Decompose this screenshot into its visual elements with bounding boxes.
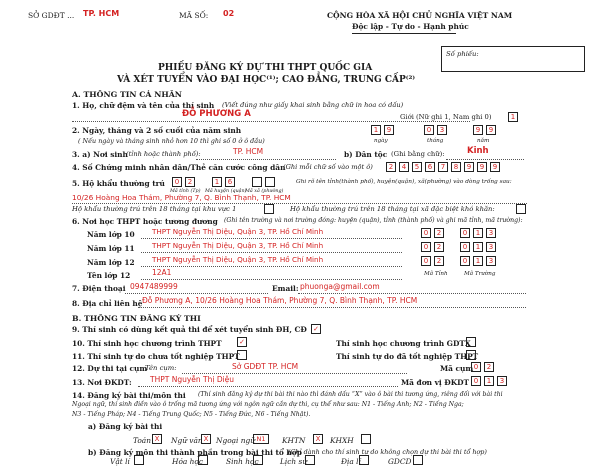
school-code-digit[interactable]: 0 xyxy=(460,228,470,238)
id-digit[interactable]: 9 xyxy=(464,162,474,172)
q3-label: 3. a) Nơi sinh xyxy=(72,150,128,159)
motto-underline xyxy=(352,33,456,34)
q1-line xyxy=(72,121,470,122)
q3b-line xyxy=(446,159,524,160)
section-b-heading: B. THÔNG TIN ĐĂNG KÝ THI xyxy=(72,314,201,323)
birthplace-field[interactable]: TP. HCM xyxy=(233,147,264,156)
dob-digit[interactable]: 9 xyxy=(384,125,394,135)
residence-code-digit[interactable] xyxy=(252,177,262,187)
exam-label: Ngữ văn xyxy=(171,436,203,445)
dob-month-label: tháng xyxy=(427,138,444,144)
dob-digit[interactable]: 0 xyxy=(424,125,434,135)
phone-field[interactable]: 0947489999 xyxy=(130,282,178,291)
code-label-truong: Mã Trường xyxy=(464,271,496,277)
subject-checkbox-physics[interactable] xyxy=(134,455,144,465)
q3-line xyxy=(196,159,336,160)
id-digit[interactable]: 8 xyxy=(451,162,461,172)
school-code-digit[interactable]: 2 xyxy=(434,256,444,266)
q10-label: 10. Thí sinh học chương trình THPT xyxy=(72,339,222,348)
dob-digit[interactable]: 3 xyxy=(437,125,447,135)
ma-so-value: 02 xyxy=(223,9,235,18)
id-digit[interactable]: 5 xyxy=(412,162,422,172)
q5-note2: Hộ khẩu thường trú trên 18 tháng tại xã đặc biệt khó khăn: xyxy=(290,205,495,213)
q14-label: 14. Đăng ký bài thi/môn thi xyxy=(72,391,186,400)
subject-label: Địa lí xyxy=(341,457,361,466)
q6-label: 6. Nơi học THPT hoặc tương đương xyxy=(72,217,218,226)
exam-cluster-field[interactable]: Sở GDĐT TP. HCM xyxy=(232,362,299,371)
unit-code-digit[interactable]: 1 xyxy=(484,376,494,386)
school-code-digit[interactable]: 1 xyxy=(473,242,483,252)
school-code-digit[interactable]: 2 xyxy=(434,242,444,252)
q12-code-label: Mã cụm xyxy=(440,364,474,373)
exam-label: KHTN xyxy=(282,436,306,445)
ma-so-label: MÃ SỐ: xyxy=(179,11,209,20)
dob-year-label: năm xyxy=(477,138,490,144)
q3-hint: (tỉnh hoặc thành phố): xyxy=(126,150,201,158)
subject-checkbox-biology[interactable] xyxy=(253,455,263,465)
q14-hint: (Thí sinh đăng ký dự thi bài thi nào thì đánh dấu “X” vào ô bài thi tương ứng, riêng đối với bài thi xyxy=(198,391,503,398)
school-code-digit[interactable]: 3 xyxy=(486,256,496,266)
email-line xyxy=(298,293,526,294)
unit-code-digit[interactable]: 3 xyxy=(497,376,507,386)
dob-digit[interactable]: 9 xyxy=(473,125,483,135)
special-area-checkbox[interactable] xyxy=(516,204,526,214)
school-name-field[interactable]: THPT Nguyễn Thị Diệu, Quận 3, TP. Hồ Chí Minh xyxy=(152,255,324,264)
residence-code-digit[interactable]: 0 xyxy=(172,177,182,187)
q11b-label: Thí sinh tự do đã tốt nghiệp THPT xyxy=(336,352,479,361)
school-name-field[interactable]: THPT Nguyễn Thị Diệu, Quận 3, TP. Hồ Chí Minh xyxy=(152,227,324,236)
school-code-digit[interactable]: 1 xyxy=(473,228,483,238)
school-code-digit[interactable]: 2 xyxy=(434,228,444,238)
cluster-code-digit[interactable]: 0 xyxy=(471,362,481,372)
subject-label: Sinh học xyxy=(226,457,259,466)
school-code-digit[interactable]: 1 xyxy=(473,256,483,266)
school-line xyxy=(141,252,402,253)
dob-digit[interactable]: 1 xyxy=(371,125,381,135)
so-gddt-label: SỞ GDĐT ... xyxy=(28,11,75,20)
q12-line xyxy=(182,373,407,374)
exam-checkbox-literature[interactable]: X xyxy=(201,434,211,444)
gender-label: Giới (Nữ ghi 1, Nam ghi 0) xyxy=(400,113,492,121)
q14b-hint: (Chỉ dành cho thí sinh tự do không chọn dự thi bài thi tổ hợp) xyxy=(288,448,487,456)
id-digit[interactable]: 4 xyxy=(399,162,409,172)
subject-checkbox-geography[interactable] xyxy=(359,455,369,465)
school-code-digit[interactable]: 3 xyxy=(486,228,496,238)
q2-hint: ( Nếu ngày và tháng sinh nhỏ hơn 10 thì ghi số 0 ở ô đầu) xyxy=(78,137,265,145)
school-code-digit[interactable]: 3 xyxy=(486,242,496,252)
q11b-checkbox[interactable] xyxy=(466,350,476,360)
exam-checkbox-language[interactable]: N1 xyxy=(253,434,269,444)
school-code-digit[interactable]: 0 xyxy=(421,228,431,238)
q14b-label: b) Đăng ký môn thi thành phần trong bài thi tổ hợp xyxy=(88,448,302,457)
dob-day-label: ngày xyxy=(374,138,388,144)
gender-box[interactable]: 1 xyxy=(508,112,518,122)
id-digit[interactable]: 9 xyxy=(477,162,487,172)
residence-address-field[interactable]: 10/26 Hoàng Hoa Thám, Phường 7, Q. Bình Thạnh, TP. HCM xyxy=(72,193,291,202)
class-label: Tên lớp 12 xyxy=(87,271,131,280)
form-title-line1: PHIẾU ĐĂNG KÝ DỰ THI THPT QUỐC GIA xyxy=(158,63,373,73)
subject-label: Vật lí xyxy=(110,457,130,466)
id-digit[interactable]: 7 xyxy=(438,162,448,172)
q7-label: 7. Điện thoại xyxy=(72,284,126,293)
q1-label: 1. Họ, chữ đệm và tên của thí sinh xyxy=(72,101,215,110)
q5-sub-tinh: Mã tỉnh (Tp) xyxy=(170,189,201,194)
q14-hint-line3: N3 - Tiếng Pháp; N4 - Tiếng Trung Quốc; N5 - Tiếng Đức, N6 - Tiếng Nhật). xyxy=(72,411,311,418)
q2-label: 2. Ngày, tháng và 2 số cuối của năm sinh xyxy=(72,126,242,135)
exam-checkbox-natural-science[interactable]: X xyxy=(313,434,323,444)
subject-label: Lịch sử xyxy=(280,457,308,466)
phone-line xyxy=(125,293,268,294)
exam-label: KHXH xyxy=(330,436,354,445)
class-line xyxy=(141,279,402,280)
ethnicity-field[interactable]: Kinh xyxy=(467,146,489,156)
q5-hint: Ghi rõ tên tỉnh(thành phố), huyện(quận), xã(phường) vào dòng trống sau: xyxy=(296,179,512,185)
exam-checkbox-math[interactable]: X xyxy=(152,434,162,444)
subject-checkbox-chemistry[interactable] xyxy=(198,455,208,465)
q5-sub-xa: Mã xã (phường) xyxy=(245,189,284,194)
id-digit[interactable]: 6 xyxy=(425,162,435,172)
q14a-label: a) Đăng ký bài thi xyxy=(88,422,163,431)
unit-code-digit[interactable]: 0 xyxy=(471,376,481,386)
q5-sub-huyen: Mã huyện (quận) xyxy=(205,189,247,194)
q12-hint: Tên cụm: xyxy=(145,364,177,372)
class-field[interactable]: 12A1 xyxy=(152,268,172,277)
so-phieu-label: Số phiếu: xyxy=(446,50,479,58)
q10b-checkbox[interactable] xyxy=(466,337,476,347)
q11-checkbox[interactable] xyxy=(237,350,247,360)
residence-code-digit[interactable]: 2 xyxy=(185,177,195,187)
q6-hint: (Ghi tên trường và nơi trường đóng: huyện (quận), tỉnh (thành phố) và ghi mã tỉnh, mã trường): xyxy=(224,217,523,224)
q1-hint: (Viết đúng như giấy khai sinh bằng chữ in hoa có dấu) xyxy=(222,101,404,109)
school-line xyxy=(141,266,402,267)
so-gddt-value: TP. HCM xyxy=(83,9,120,18)
registration-place-field[interactable]: THPT Nguyễn Thị Diệu xyxy=(150,375,235,384)
contact-address-field[interactable]: Đỗ Phương A, 10/26 Hoàng Hoa Thám, Phường 7, Q. Bình Thạnh, TP. HCM xyxy=(142,296,418,305)
subject-label: GDCD xyxy=(388,457,412,466)
cluster-code-digit[interactable]: 2 xyxy=(484,362,494,372)
email-field[interactable]: phuonga@gmail.com xyxy=(300,282,380,291)
q8-label: 8. Địa chỉ liên hệ xyxy=(72,299,143,308)
residence-code-digit[interactable]: 1 xyxy=(212,177,222,187)
q4-label: 4. Số Chứng minh nhân dân/Thẻ căn cước công dân xyxy=(72,163,286,172)
q13-label: 13. Nơi ĐKDT: xyxy=(72,378,132,387)
q5-line xyxy=(72,203,527,204)
exam-label: Toán xyxy=(133,436,151,445)
country-name: CỘNG HÒA XÃ HỘI CHỦ NGHĨA VIỆT NAM xyxy=(327,11,513,20)
form-title-line2: VÀ XÉT TUYỂN VÀO ĐẠI HỌC⁽¹⁾; CAO ĐẲNG, TRUNG CẤP⁽²⁾ xyxy=(117,75,416,85)
subject-checkbox-civics[interactable] xyxy=(413,455,423,465)
area1-checkbox[interactable] xyxy=(264,204,274,214)
q13-line xyxy=(138,386,398,387)
school-code-digit[interactable]: 0 xyxy=(460,256,470,266)
q10b-label: Thí sinh học chương trình GDTX xyxy=(336,339,471,348)
residence-code-digit[interactable] xyxy=(265,177,275,187)
school-code-digit[interactable]: 0 xyxy=(421,256,431,266)
full-name-field[interactable]: ĐỖ PHƯƠNG A xyxy=(182,109,251,119)
school-code-digit[interactable]: 0 xyxy=(460,242,470,252)
dob-digit[interactable]: 9 xyxy=(486,125,496,135)
school-year-label: Năm lớp 12 xyxy=(87,258,135,267)
exam-checkbox-social-science[interactable] xyxy=(361,434,371,444)
q5-note1: Hộ khẩu thường trú trên 18 tháng tại khu vực 1 xyxy=(72,205,237,213)
q14-hint-line2: Ngoại ngữ, thí sinh điền vào ô trống mã tương ứng với ngôn ngữ cần dự thi, cụ thể như sau: N1 - Tiếng Anh; N2 - Tiếng Nga; xyxy=(72,401,464,408)
q5-label: 5. Hộ khẩu thường trú xyxy=(72,179,165,188)
id-digit[interactable]: 2 xyxy=(386,162,396,172)
subject-checkbox-history[interactable] xyxy=(305,455,315,465)
q3b-hint: (Ghi bằng chữ): xyxy=(391,150,445,158)
q9-checkbox[interactable]: ✓ xyxy=(311,324,321,334)
subject-label: Hóa học xyxy=(172,457,203,466)
section-a-heading: A. THÔNG TIN CÁ NHÂN xyxy=(72,90,182,99)
residence-code-digit[interactable]: 6 xyxy=(225,177,235,187)
motto: Độc lập - Tự do - Hạnh phúc xyxy=(352,22,469,31)
q11-label: 11. Thí sinh tự do chưa tốt nghiệp THPT xyxy=(72,352,240,361)
school-line xyxy=(141,238,402,239)
id-digit[interactable]: 9 xyxy=(490,162,500,172)
school-year-label: Năm lớp 11 xyxy=(87,244,135,253)
q13-code-label: Mã đơn vị ĐKDT xyxy=(401,378,470,387)
email-label: Email: xyxy=(272,284,299,293)
q3b-label: b) Dân tộc xyxy=(344,150,388,159)
code-label-tinh: Mã Tỉnh xyxy=(424,271,448,277)
school-code-digit[interactable]: 0 xyxy=(421,242,431,252)
q12-label: 12. Dự thi tại cụm xyxy=(72,364,148,373)
school-year-label: Năm lớp 10 xyxy=(87,230,135,239)
contact-line xyxy=(138,307,526,308)
q10-checkbox[interactable]: ✓ xyxy=(237,337,247,347)
exam-label: Ngoại ngữ xyxy=(216,436,256,445)
q9-label: 9. Thí sinh có dùng kết quả thi để xét tuyển sinh ĐH, CĐ xyxy=(72,325,307,334)
q4-hint: (Ghi mỗi chữ số vào một ô) xyxy=(283,163,373,171)
school-name-field[interactable]: THPT Nguyễn Thị Diệu, Quận 3, TP. Hồ Chí Minh xyxy=(152,241,324,250)
